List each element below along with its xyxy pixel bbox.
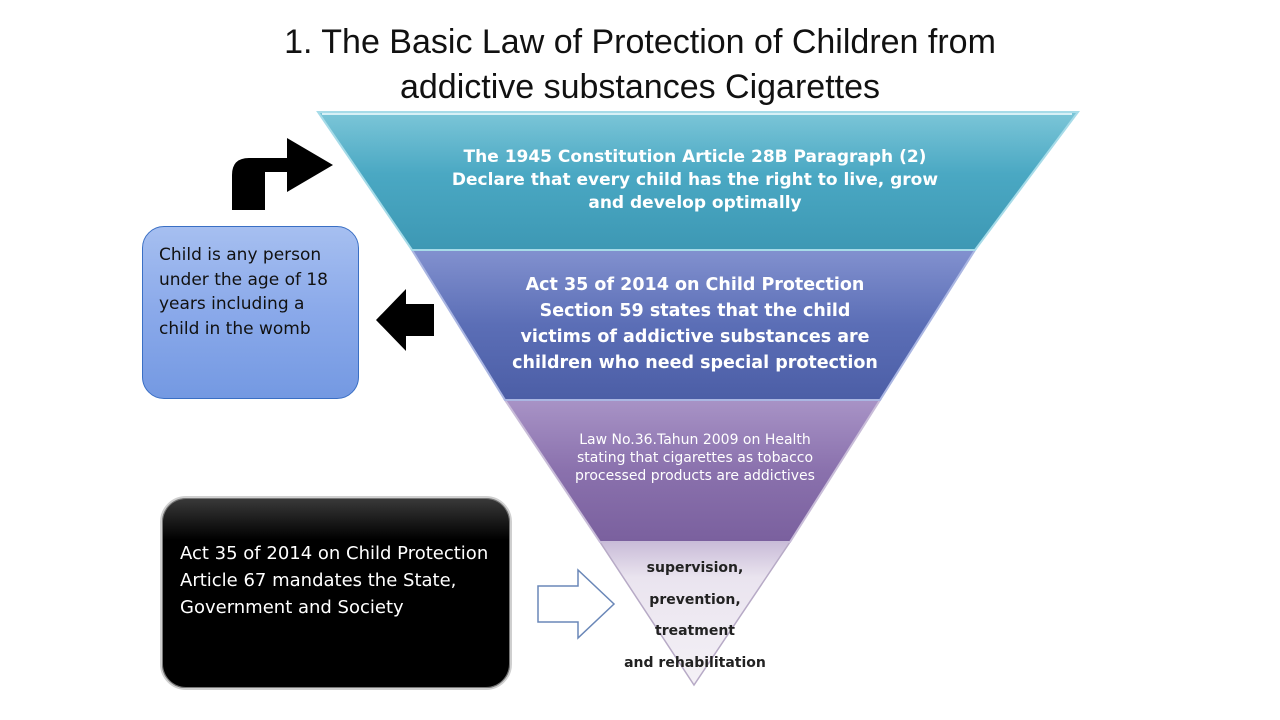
level-3-text: Law No.36.Tahun 2009 on Health stating that cigarettes as tobacco processed products are addictives [575, 432, 815, 484]
left-arrow-icon [376, 289, 434, 351]
mandate-box: Act 35 of 2014 on Child Protection Article 67 mandates the State, Government and Society [160, 496, 512, 690]
title-line-1: 1. The Basic Law of Protection of Children from [284, 23, 996, 61]
title-line-2: addictive substances Cigarettes [399, 68, 881, 106]
level-4-line-1: supervision, [646, 560, 744, 576]
level-4-line-4: and rehabilitation [624, 654, 766, 671]
child-definition-box: Child is any person under the age of 18 years including a child in the womb [142, 226, 359, 399]
level-4-line-3: treatment [655, 623, 735, 639]
level-4-text [580, 553, 810, 679]
bent-arrow-icon [232, 138, 333, 210]
level-1-text: The 1945 Constitution Article 28B Paragraph (2) Declare that every child has the right to live, grow and develop optimally [451, 147, 939, 213]
level-4-line-2: prevention, [649, 591, 741, 608]
level-2-text: Act 35 of 2014 on Child Protection Section 59 states that the child victims of addictive substances are children who need special protection [512, 275, 878, 373]
